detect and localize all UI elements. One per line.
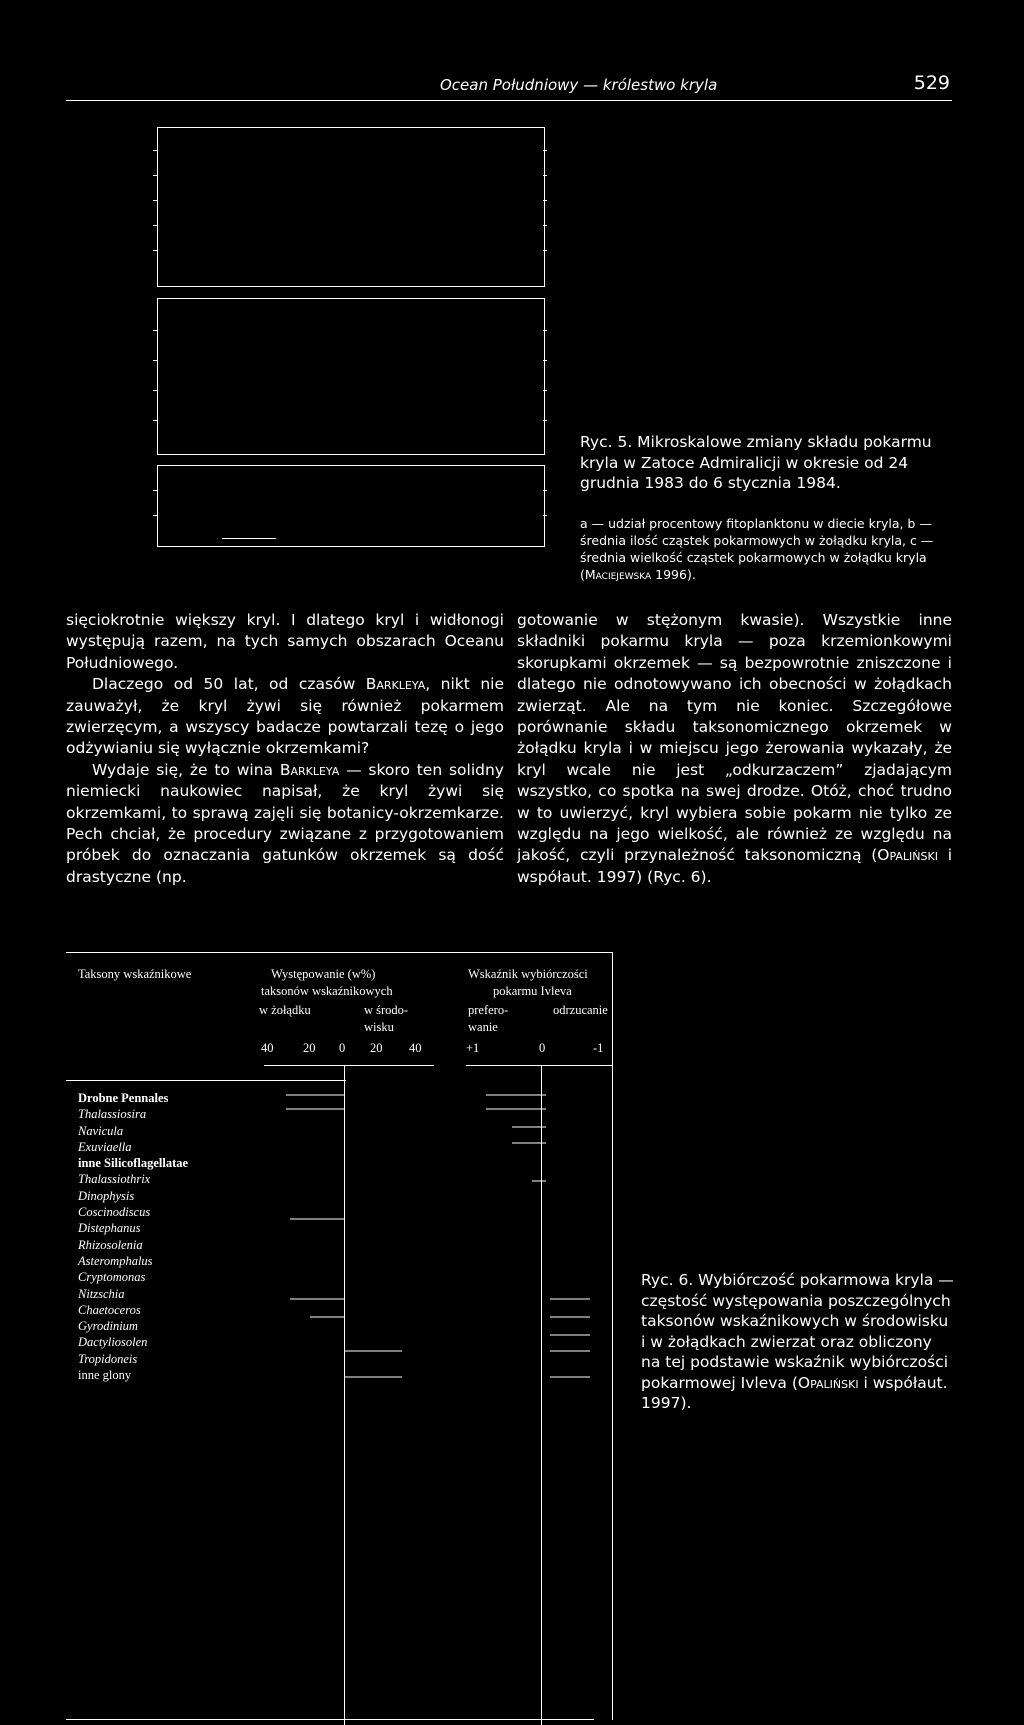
col-occurrence-stomach: w żołądku xyxy=(259,1003,311,1017)
scale-20-left: 20 xyxy=(303,1041,316,1055)
taxon-label: Rhizosolenia xyxy=(78,1237,143,1252)
col-taxa-header: Taksony wskaźnikowe xyxy=(78,967,192,981)
left-paragraph-1: sięciokrotnie większy kryl. I dlatego kryl i widłonogi występują razem, na tych samych obszarach Oceanu Południowego. xyxy=(66,611,504,672)
taxon-label: Nitzschia xyxy=(78,1286,125,1301)
scale-40-left: 40 xyxy=(261,1041,274,1055)
col-selectivity-prefer-1: prefero- xyxy=(468,1003,509,1017)
figure-5-panel-b xyxy=(157,298,545,455)
figure-5-legend: a — udział procentowy fitoplanktonu w diecie kryla, b — średnia ilość cząstek pokarmowych w żołądku kryla, c — średnia wielkość cząstek pokarmowych w żołądku kryla (Maciejewska 1996). xyxy=(580,516,934,582)
taxon-label: Tropidoneis xyxy=(78,1351,138,1366)
taxon-label: Distephanus xyxy=(78,1221,141,1236)
taxon-label: Dinophysis xyxy=(78,1188,135,1203)
col-occurrence-header-1: Występowanie (w%) xyxy=(271,967,376,981)
scale-minus-1: -1 xyxy=(593,1041,604,1055)
figure-6-bars xyxy=(250,1085,620,1415)
taxon-label: Thalassiosira xyxy=(78,1107,147,1122)
scale-0: 0 xyxy=(339,1041,346,1055)
col-selectivity-header-2: pokarmu Ivleva xyxy=(493,984,572,998)
figure-5-caption: Ryc. 5. Mikroskalowe zmiany składu pokarmu kryla w Zatoce Admiralicji w okresie od 24 grudnia 1983 do 6 stycznia 1984. xyxy=(580,433,932,492)
col-selectivity-header-1: Wskaźnik wybiórczości xyxy=(468,967,588,981)
taxon-label: Dactyliosolen xyxy=(78,1335,148,1350)
taxon-label: Exuviaella xyxy=(78,1139,132,1154)
taxon-label: Drobne Pennales xyxy=(78,1091,169,1105)
scale-20-right: 20 xyxy=(370,1041,383,1055)
col-selectivity-prefer-2: wanie xyxy=(468,1020,498,1034)
col-occurrence-env-2: wisku xyxy=(364,1020,394,1034)
figure-5-panel-a xyxy=(157,127,545,287)
taxon-label: Thalassiothrix xyxy=(78,1172,151,1187)
right-paragraph-1: gotowanie w stężonym kwasie). Wszystkie inne składniki pokarmu kryla — poza krzemionkowymi skorupkami okrzemek — są bezpowrotnie zniszczone i dlatego nie odnotowywano ich obecności w żołądkach zwierząt. Ale na tym nie koniec. Szczegółowe porównanie składu taksonomicznego okrzemek w żołądku kryla i w miejscu jego żerowania wykazały, że kryl wcale nie jest „odkurzaczem” zjadającym wszystko, co spotka na swej drodze. Otóż, choć trudno w to uwierzyć, kryl wybiera sobie pokarm nie tylko ze względu na jego wielkość, ale również ze względu na jakość, czyli przynależność taksonomiczną (Opaliński i współaut. 1997) (Ryc. 6). xyxy=(517,611,953,886)
running-header xyxy=(66,72,952,101)
scale-40-right: 40 xyxy=(409,1041,422,1055)
left-paragraph-3: Wydaje się, że to wina Barkleya — skoro ten solidny niemiecki naukowiec napisał, że kryl żywi się okrzemkami, to sprawą zajęli się botanicy-okrzemkarze. Pech chciał, że procedury związane z przygotowaniem próbek do oznaczania gatunków okrzemek są dość drastyczne (np. xyxy=(66,760,504,886)
page-number: 529 xyxy=(913,72,950,94)
figure-6-caption: Ryc. 6. Wybiórczość pokarmowa kryla — częstość występowania poszczególnych taksonów wskaźnikowych w środowisku i w żołądkach zwierzat oraz obliczony na tej podstawie wskaźnik wybiórczości pokarmowej Ivleva (Opaliński i współaut. 1997). xyxy=(641,1271,954,1412)
taxa-list xyxy=(78,1090,188,1383)
taxon-label: Asteromphalus xyxy=(78,1253,153,1268)
left-paragraph-2: Dlaczego od 50 lat, od czasów Barkleya, nikt nie zauważył, że kryl żywi się również pokarmem zwierzęcym, a wszyscy badacze powtarzali tezę o jego odżywianiu się wyłącznie okrzemkami? xyxy=(66,675,504,758)
col-selectivity-reject: odrzucanie xyxy=(553,1003,608,1017)
scale-zero: 0 xyxy=(539,1041,546,1055)
running-title: Ocean Południowy — królestwo kryla xyxy=(440,76,718,94)
taxon-label: Chaetoceros xyxy=(78,1302,141,1317)
taxon-label: inne glony xyxy=(78,1368,132,1383)
taxon-label: Navicula xyxy=(78,1123,124,1138)
right-column xyxy=(517,610,952,888)
figure-5-panel-c-line xyxy=(222,538,276,539)
taxon-label: Coscinodiscus xyxy=(78,1205,151,1220)
col-occurrence-header-2: taksonów wskaźnikowych xyxy=(261,984,393,998)
taxon-label: Gyrodinium xyxy=(78,1319,138,1334)
taxon-label: inne Silicoflagellatae xyxy=(78,1156,189,1171)
scale-plus-1: +1 xyxy=(466,1041,480,1055)
figure-5-panel-c xyxy=(157,465,545,547)
col-occurrence-env-1: w środo- xyxy=(364,1003,409,1017)
left-column xyxy=(66,610,504,888)
taxon-label: Cryptomonas xyxy=(78,1270,146,1285)
